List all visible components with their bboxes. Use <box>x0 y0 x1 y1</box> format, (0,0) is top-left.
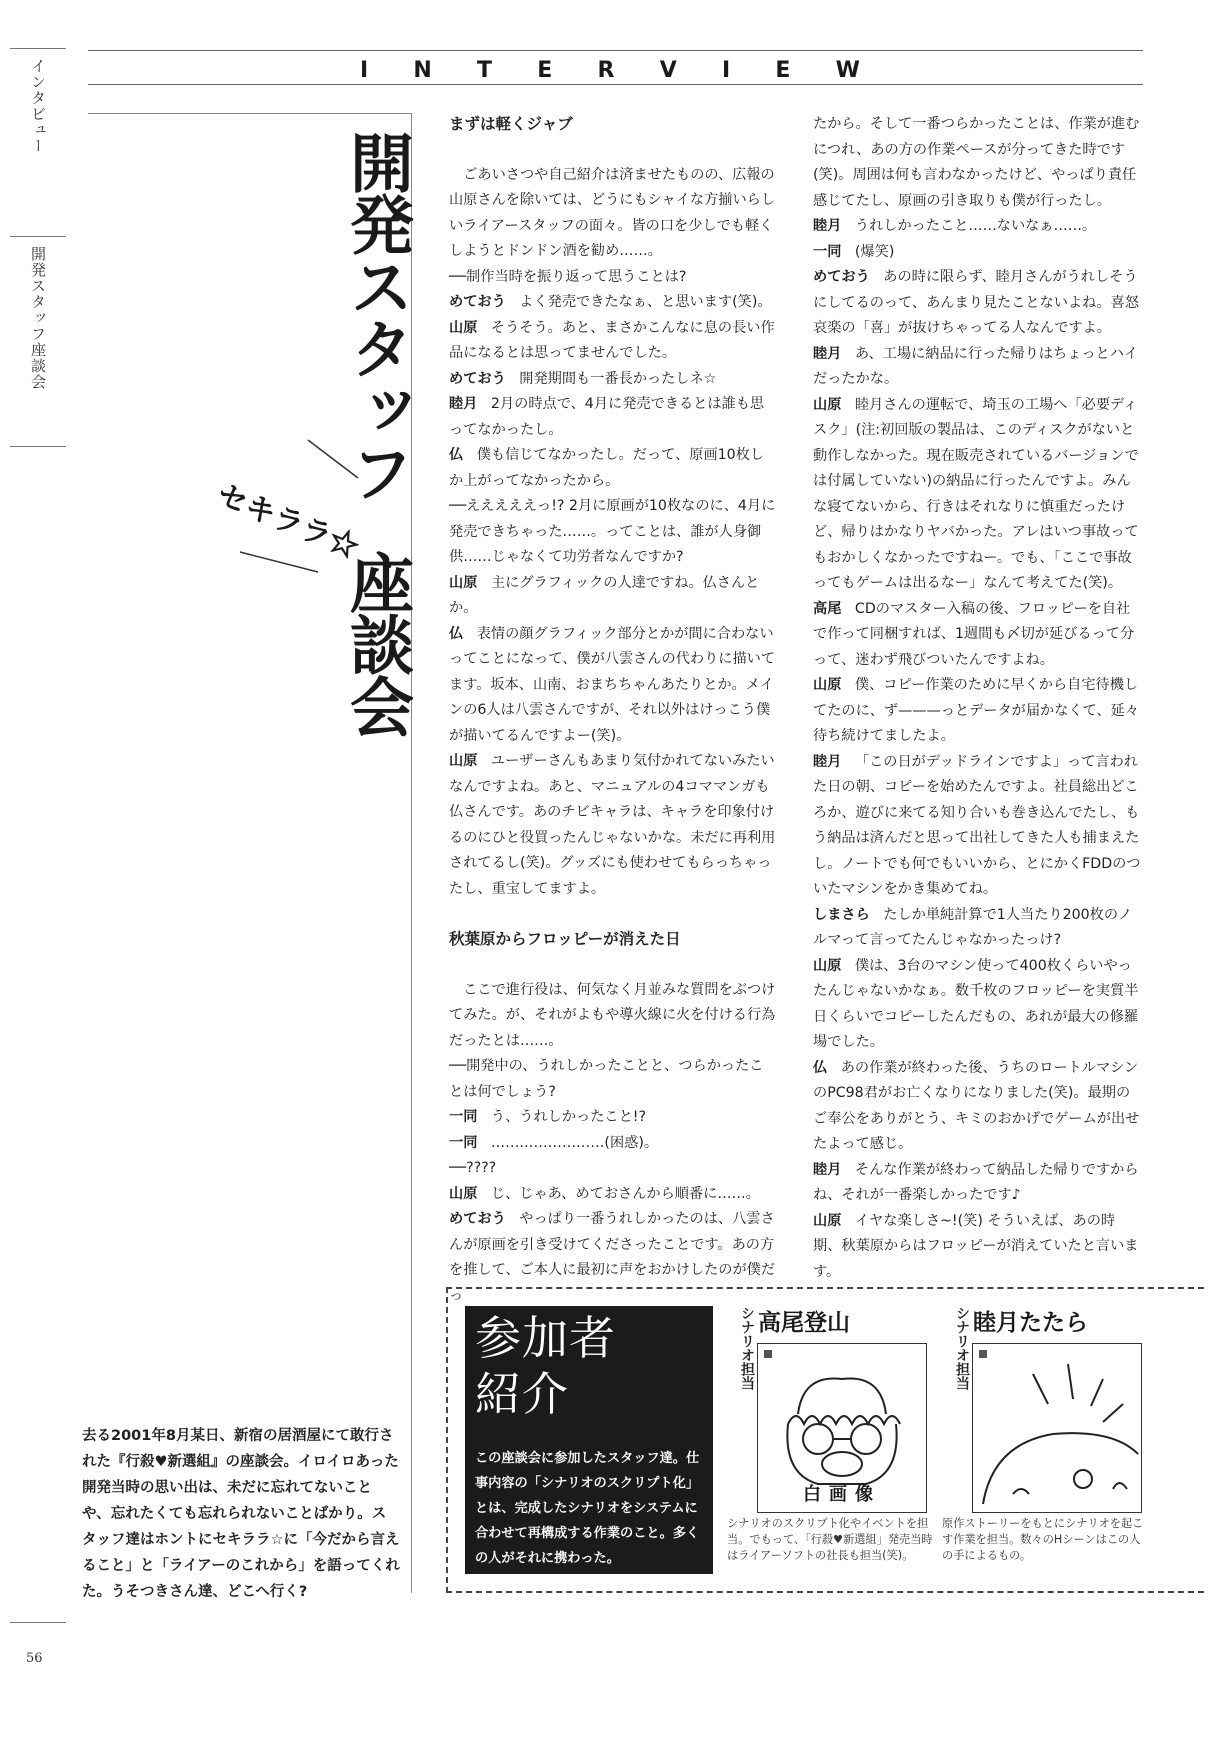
dialogue-text: じ、じゃあ、めておさんから順番に……。 <box>490 1185 760 1202</box>
speaker-name: 仏 <box>813 1059 828 1076</box>
dialogue-line <box>813 750 1143 903</box>
dialogue-text: うれしかったこと……ないなぁ……。 <box>854 218 1097 234</box>
header-letter: N <box>413 58 432 83</box>
person-description: 原作ストーリーをもとにシナリオを起こす作業を担当。数々のHシーンはこの人の手によるもの。 <box>942 1517 1144 1562</box>
participants-description: この座談会に参加したスタッフ達。仕事内容の「シナリオのスクリプト化」とは、完成したシナリオをシステムに合わせて再構成する作業のこと。多くの人がそれに携わった。 <box>475 1451 700 1566</box>
speaker-name: 一同 <box>813 243 842 260</box>
dialogue-line <box>449 1054 777 1105</box>
speaker-name: 山原 <box>449 574 478 591</box>
dialogue-line <box>813 673 1143 750</box>
speaker-name: 山原 <box>449 1185 478 1202</box>
dialogue-text: 主にグラフィックの人達ですね。仏さんとか。 <box>449 574 760 616</box>
portrait-caption: 白画像 <box>803 1484 881 1505</box>
intro-paragraph: ごあいさつや自己紹介は済ませたものの、広報の山原さんを除いては、どうにもシャイな方揃いらしいライアースタッフの面々。皆の口を少しでも軽くしようとドンドン酒を勧め……。 <box>449 166 776 259</box>
header-letter: W <box>835 58 860 83</box>
section-label: インタビュー <box>29 58 47 154</box>
dialogue-line <box>813 265 1143 342</box>
rail-divider <box>10 1622 66 1623</box>
dialogue-text: ──えええええっ!? 2月に原画が10枚なのに、4月に発売できちゃった……。ってことは、誰が人身御供……じゃなくて功労者なんですか? <box>449 498 776 565</box>
dialogue-text: そんな作業が終わって納品した帰りですからね、それが一番楽しかったです♪ <box>813 1161 1139 1203</box>
dialogue-text: 僕、コピー作業のために早くから自宅待機してたのに、ず———っとデータが届かなくて、延々待ち続けてましたよ。 <box>813 677 1140 744</box>
dialogue-line <box>813 1209 1143 1286</box>
portrait-doodle <box>973 1344 1141 1512</box>
dialogue-text: やっぱり一番うれしかったのは、八雲さんが原画を引き受けてくださったことです。あの方を推して、ご本人に最初に声をおかけしたのが僕だっ <box>449 1211 776 1304</box>
header-title <box>360 58 860 83</box>
dialogue-text: よく発売できたなぁ、と思います(笑)。 <box>519 294 772 310</box>
participants-title-line: 参加者 <box>475 1311 616 1365</box>
dialogue-line <box>813 342 1143 393</box>
header-rule-top <box>88 50 1143 51</box>
speaker-name: めておう <box>813 269 870 285</box>
dialogue-text: う、うれしかったこと!? <box>490 1109 647 1125</box>
dialogue-text: 2月の時点で、4月に発売できるとは誰も思ってなかったし。 <box>449 396 765 438</box>
title-sub: セキララ☆ <box>211 477 365 567</box>
header-letter: V <box>659 58 677 83</box>
dialogue-line <box>813 597 1143 674</box>
dialogue-line <box>449 367 777 393</box>
speaker-name: 高尾 <box>813 600 842 617</box>
participants-title-line: 紹介 <box>475 1367 569 1421</box>
header-rule-bottom <box>88 84 1143 85</box>
dialogue-line <box>813 214 1143 240</box>
dialogue-line <box>813 240 1143 266</box>
title-box-top <box>88 113 412 114</box>
dialogue-line <box>449 443 777 494</box>
dialogue-text: たしか単純計算で1人当たり200枚のノルマって言ってたんじゃなかったっけ? <box>813 906 1133 948</box>
dialogue-line <box>449 571 777 622</box>
speaker-name: 一同 <box>449 1109 478 1125</box>
header-letter: R <box>597 58 615 83</box>
dialogue-text: 僕も信じてなかったし。だって、原画10枚しか上がってなかったから。 <box>449 447 765 489</box>
speaker-name: 睦月 <box>449 396 478 412</box>
rail-divider <box>10 446 66 447</box>
article-column-1 <box>449 112 777 1309</box>
person-name: 睦月たたら <box>973 1309 1088 1336</box>
dialogue-line <box>449 494 777 571</box>
dialogue-line <box>449 1105 777 1131</box>
person-role: シナリオ担当 <box>739 1306 755 1390</box>
dialogue-text: (爆笑) <box>854 243 895 260</box>
header-letter: I <box>721 58 731 83</box>
dialogue-text: あの作業が終わった後、うちのロートルマシンのPC98君がお亡くなりになりました(笑)。最期のご奉公をありがとう、キミのおかげでゲームが出せたよって感じ。 <box>813 1059 1140 1152</box>
subsection-label: 開発スタッフ座談会 <box>29 246 47 390</box>
dialogue-line <box>813 1056 1143 1158</box>
dialogue-line <box>449 392 777 443</box>
speaker-name: 仏 <box>449 447 464 463</box>
header-letter: I <box>360 58 369 83</box>
dialogue-text: そうそう。あと、まさかこんなに息の長い作品になるとは思ってませんでした。 <box>449 319 775 361</box>
dialogue-text: ──制作当時を振り返って思うことは? <box>449 268 687 285</box>
dialogue-line <box>813 112 1143 214</box>
dialogue-line <box>449 749 777 902</box>
dialogue-line <box>449 316 777 367</box>
participants-title <box>475 1310 616 1422</box>
rail-divider <box>10 48 66 49</box>
speaker-name: 山原 <box>813 957 842 974</box>
dialogue-text: あの時に限らず、睦月さんがうれしそうにしてるのって、あんまり見たことないよね。喜怒哀楽の「喜」が抜けちゃってる人なんですよ。 <box>813 269 1139 336</box>
dialogue-line <box>449 265 777 291</box>
dialogue-line <box>813 1158 1143 1209</box>
speaker-name: 睦月 <box>813 345 842 362</box>
section-heading: 秋葉原からフロッピーが消えた日 <box>449 930 681 948</box>
speaker-name: 一同 <box>449 1134 478 1151</box>
rail-divider <box>10 236 66 237</box>
speaker-name: 山原 <box>813 1212 842 1229</box>
dialogue-line <box>449 1182 777 1208</box>
section-heading: まずは軽くジャブ <box>449 115 573 133</box>
speaker-name: 山原 <box>813 396 842 413</box>
dialogue-text: イヤな楽しさ~!(笑) そういえば、あの時期、秋葉原からはフロッピーが消えていたと言います。 <box>813 1212 1139 1280</box>
dialogue-text: 「この日がデッドラインですよ」って言われた日の朝、コピーを始めたんですよ。社員総出どころか、遊びに来てる知り合いも巻き込んでたし、もう納品は済んだと思って出社してきた人も捕まえたし。ノートでも何でもいいから、とにかくFDDのついたマシンをかき集めてね。 <box>813 753 1141 897</box>
speaker-name: 山原 <box>449 753 478 769</box>
header-letter: E <box>775 58 791 83</box>
dialogue-line <box>449 1156 777 1182</box>
dialogue-text: あ、工場に納品に行った帰りはちょっとハイだったかな。 <box>813 345 1139 387</box>
speaker-name: 睦月 <box>813 218 842 234</box>
intro-paragraph: ここで進行役は、何気なく月並みな質問をぶつけてみた。が、それがよもや導火線に火を付ける行為だったとは……。 <box>449 981 776 1049</box>
title-main-2: 座談会 <box>339 550 414 736</box>
participants-title-box <box>465 1306 713 1574</box>
speaker-name: めておう <box>449 1211 506 1227</box>
speaker-name: しまさら <box>813 906 870 923</box>
lead-paragraph: 去る2001年8月某日、新宿の居酒屋にて敢行された『行殺♥新選組』の座談会。イロイロあった開発当時の思い出は、未だに忘れてないことや、忘れたくても忘れられないことばかり。スタッフ達はホントにセキララ☆に「今だから言えること」と「ライアーのこれから」を語ってくれた。うそつきさん達、どこへ行く? <box>82 1428 400 1600</box>
title-main: 開発スタッフ <box>339 130 414 502</box>
dialogue-line <box>813 903 1143 954</box>
article-column-2 <box>813 112 1143 1285</box>
dialogue-text: 僕は、3台のマシン使って400枚くらいやったんじゃないかなぁ。数千枚のフロッピーを実質半日くらいでコピーしたんだもの、あれが最大の修羅場でした。 <box>813 957 1139 1050</box>
dialogue-text: 開発期間も一番長かったしネ☆ <box>519 370 717 387</box>
person-name: 高尾登山 <box>758 1309 850 1336</box>
dialogue-text: CDのマスター入稿の後、フロッピーを自社で作って同梱すれば、1週間も〆切が延びるって分って、迷わず飛びついたんですよね。 <box>813 600 1135 668</box>
dialogue-line <box>813 954 1143 1056</box>
speaker-name: 山原 <box>813 677 842 693</box>
page-number: 56 <box>26 1651 43 1666</box>
portrait-drawing <box>972 1343 1142 1513</box>
dialogue-text: ──???? <box>449 1160 497 1176</box>
person-role: シナリオ担当 <box>954 1306 970 1390</box>
speaker-name: 山原 <box>449 319 478 336</box>
speaker-name: 睦月 <box>813 753 842 770</box>
person-description: シナリオのスクリプト化やイベントを担当。でもって、「行殺♥新選組」発売当時はライアーソフトの社長も担当(笑)。 <box>727 1517 933 1562</box>
dialogue-text: ──開発中の、うれしかったことと、つらかったことは何でしょう? <box>449 1058 764 1100</box>
speaker-name: めておう <box>449 294 506 310</box>
dialogue-text: 睦月さんの運転で、埼玉の工場へ「必要ディスク」(注:初回版の製品は、このディスクがないと動作しなかった。現在販売されているバージョンでは付属していない)の納品に行ったんですよ。みんな寝てないから、行きはそれなりに慎重だったけど、帰りはかなりヤバかった。アレはいつ事故ってもおかしくなかったですねー。でも、「ここで事故ってもゲームは出るなー」なんて考えてた(笑)。 <box>813 396 1139 591</box>
dialogue-line <box>449 622 777 750</box>
dialogue-text: たから。そして一番つらかったことは、作業が進むにつれ、あの方の作業ペースが分ってきた時です(笑)。周囲は何も言わなかったけど、やっぱり責任感じてたし、原画の引き取りも僕が行ったし。 <box>813 116 1140 209</box>
header-letter: E <box>537 58 553 83</box>
dialogue-line <box>813 393 1143 597</box>
dialogue-text: 表情の顔グラフィック部分とかが間に合わないってことになって、僕が八雲さんの代わりに描いてます。坂本、山南、おまちちゃんあたりとか。メインの6人は八雲さんですが、それ以外はけっこう僕が描いてるんですよー(笑)。 <box>449 625 776 744</box>
dialogue-text: ユーザーさんもあまり気付かれてないみたいなんですよね。あと、マニュアルの4コママンガも仏さんです。あのチビキャラは、キャラを印象付けるのにひと役買ったんじゃないかな。未だに再利用されてるし(笑)。グッズにも使わせてもらっちゃったし、重宝してますよ。 <box>449 753 776 897</box>
portrait-drawing <box>757 1343 927 1513</box>
dialogue-text: ……………………(困惑)。 <box>490 1134 659 1151</box>
dialogue-line <box>449 290 777 316</box>
dialogue-line <box>449 1131 777 1157</box>
speaker-name: 睦月 <box>813 1161 842 1178</box>
header-letter: T <box>477 58 493 83</box>
speaker-name: めておう <box>449 370 506 387</box>
speaker-name: 仏 <box>449 625 464 642</box>
